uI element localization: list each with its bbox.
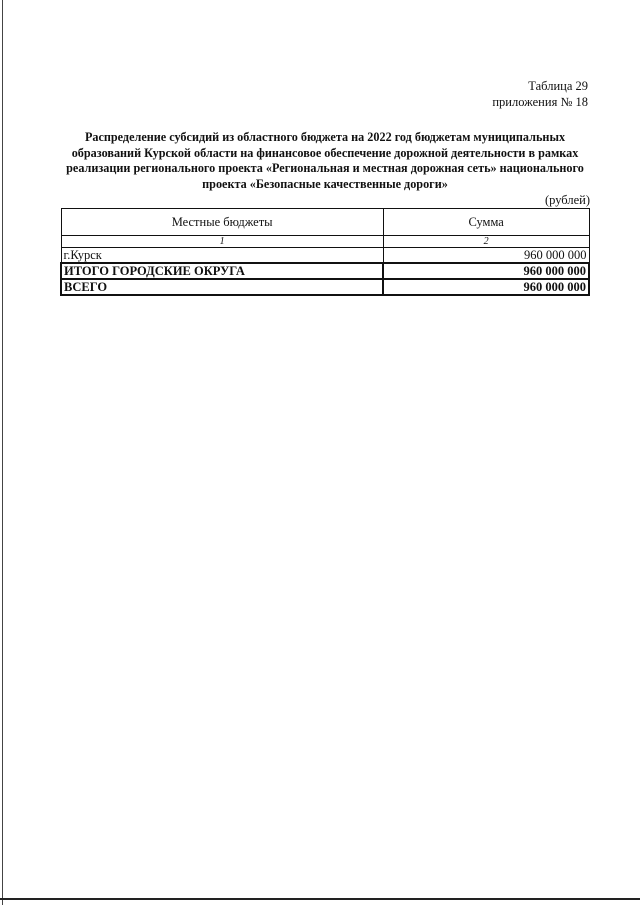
- table-header-row: [61, 209, 589, 236]
- unit-label: (рублей): [544, 193, 590, 207]
- total-name: ВСЕГО: [61, 279, 383, 295]
- header-local-budgets: Местные бюджеты: [61, 209, 383, 236]
- subtotal-amount: 960 000 000: [383, 263, 589, 279]
- document-title: Распределение субсидий из областного бюджета на 2022 год бюджетам муниципальных образований Курской области на финансовое обеспечение дорожной деятельности в рамках реализации регионального проекта «Региональная и местная дорожная сеть» национального проекта «Безопасные качественные дороги»: [66, 130, 584, 191]
- subsidy-table: [60, 208, 590, 296]
- table-row: [61, 248, 589, 264]
- column-number-row: [61, 236, 589, 248]
- scan-edge-bottom: [0, 898, 640, 900]
- appendix-number: приложения № 18: [492, 95, 588, 109]
- scan-edge-left: [2, 0, 3, 905]
- table-reference: [492, 78, 588, 110]
- row-name: г.Курск: [61, 248, 383, 264]
- row-amount: 960 000 000: [383, 248, 589, 264]
- subtotal-name: ИТОГО ГОРОДСКИЕ ОКРУГА: [61, 263, 383, 279]
- column-number-1: 1: [61, 236, 383, 248]
- subtotal-row: [61, 263, 589, 279]
- total-row: [61, 279, 589, 295]
- table-number: Таблица 29: [528, 79, 588, 93]
- column-number-2: 2: [383, 236, 589, 248]
- header-amount: Сумма: [383, 209, 589, 236]
- total-amount: 960 000 000: [383, 279, 589, 295]
